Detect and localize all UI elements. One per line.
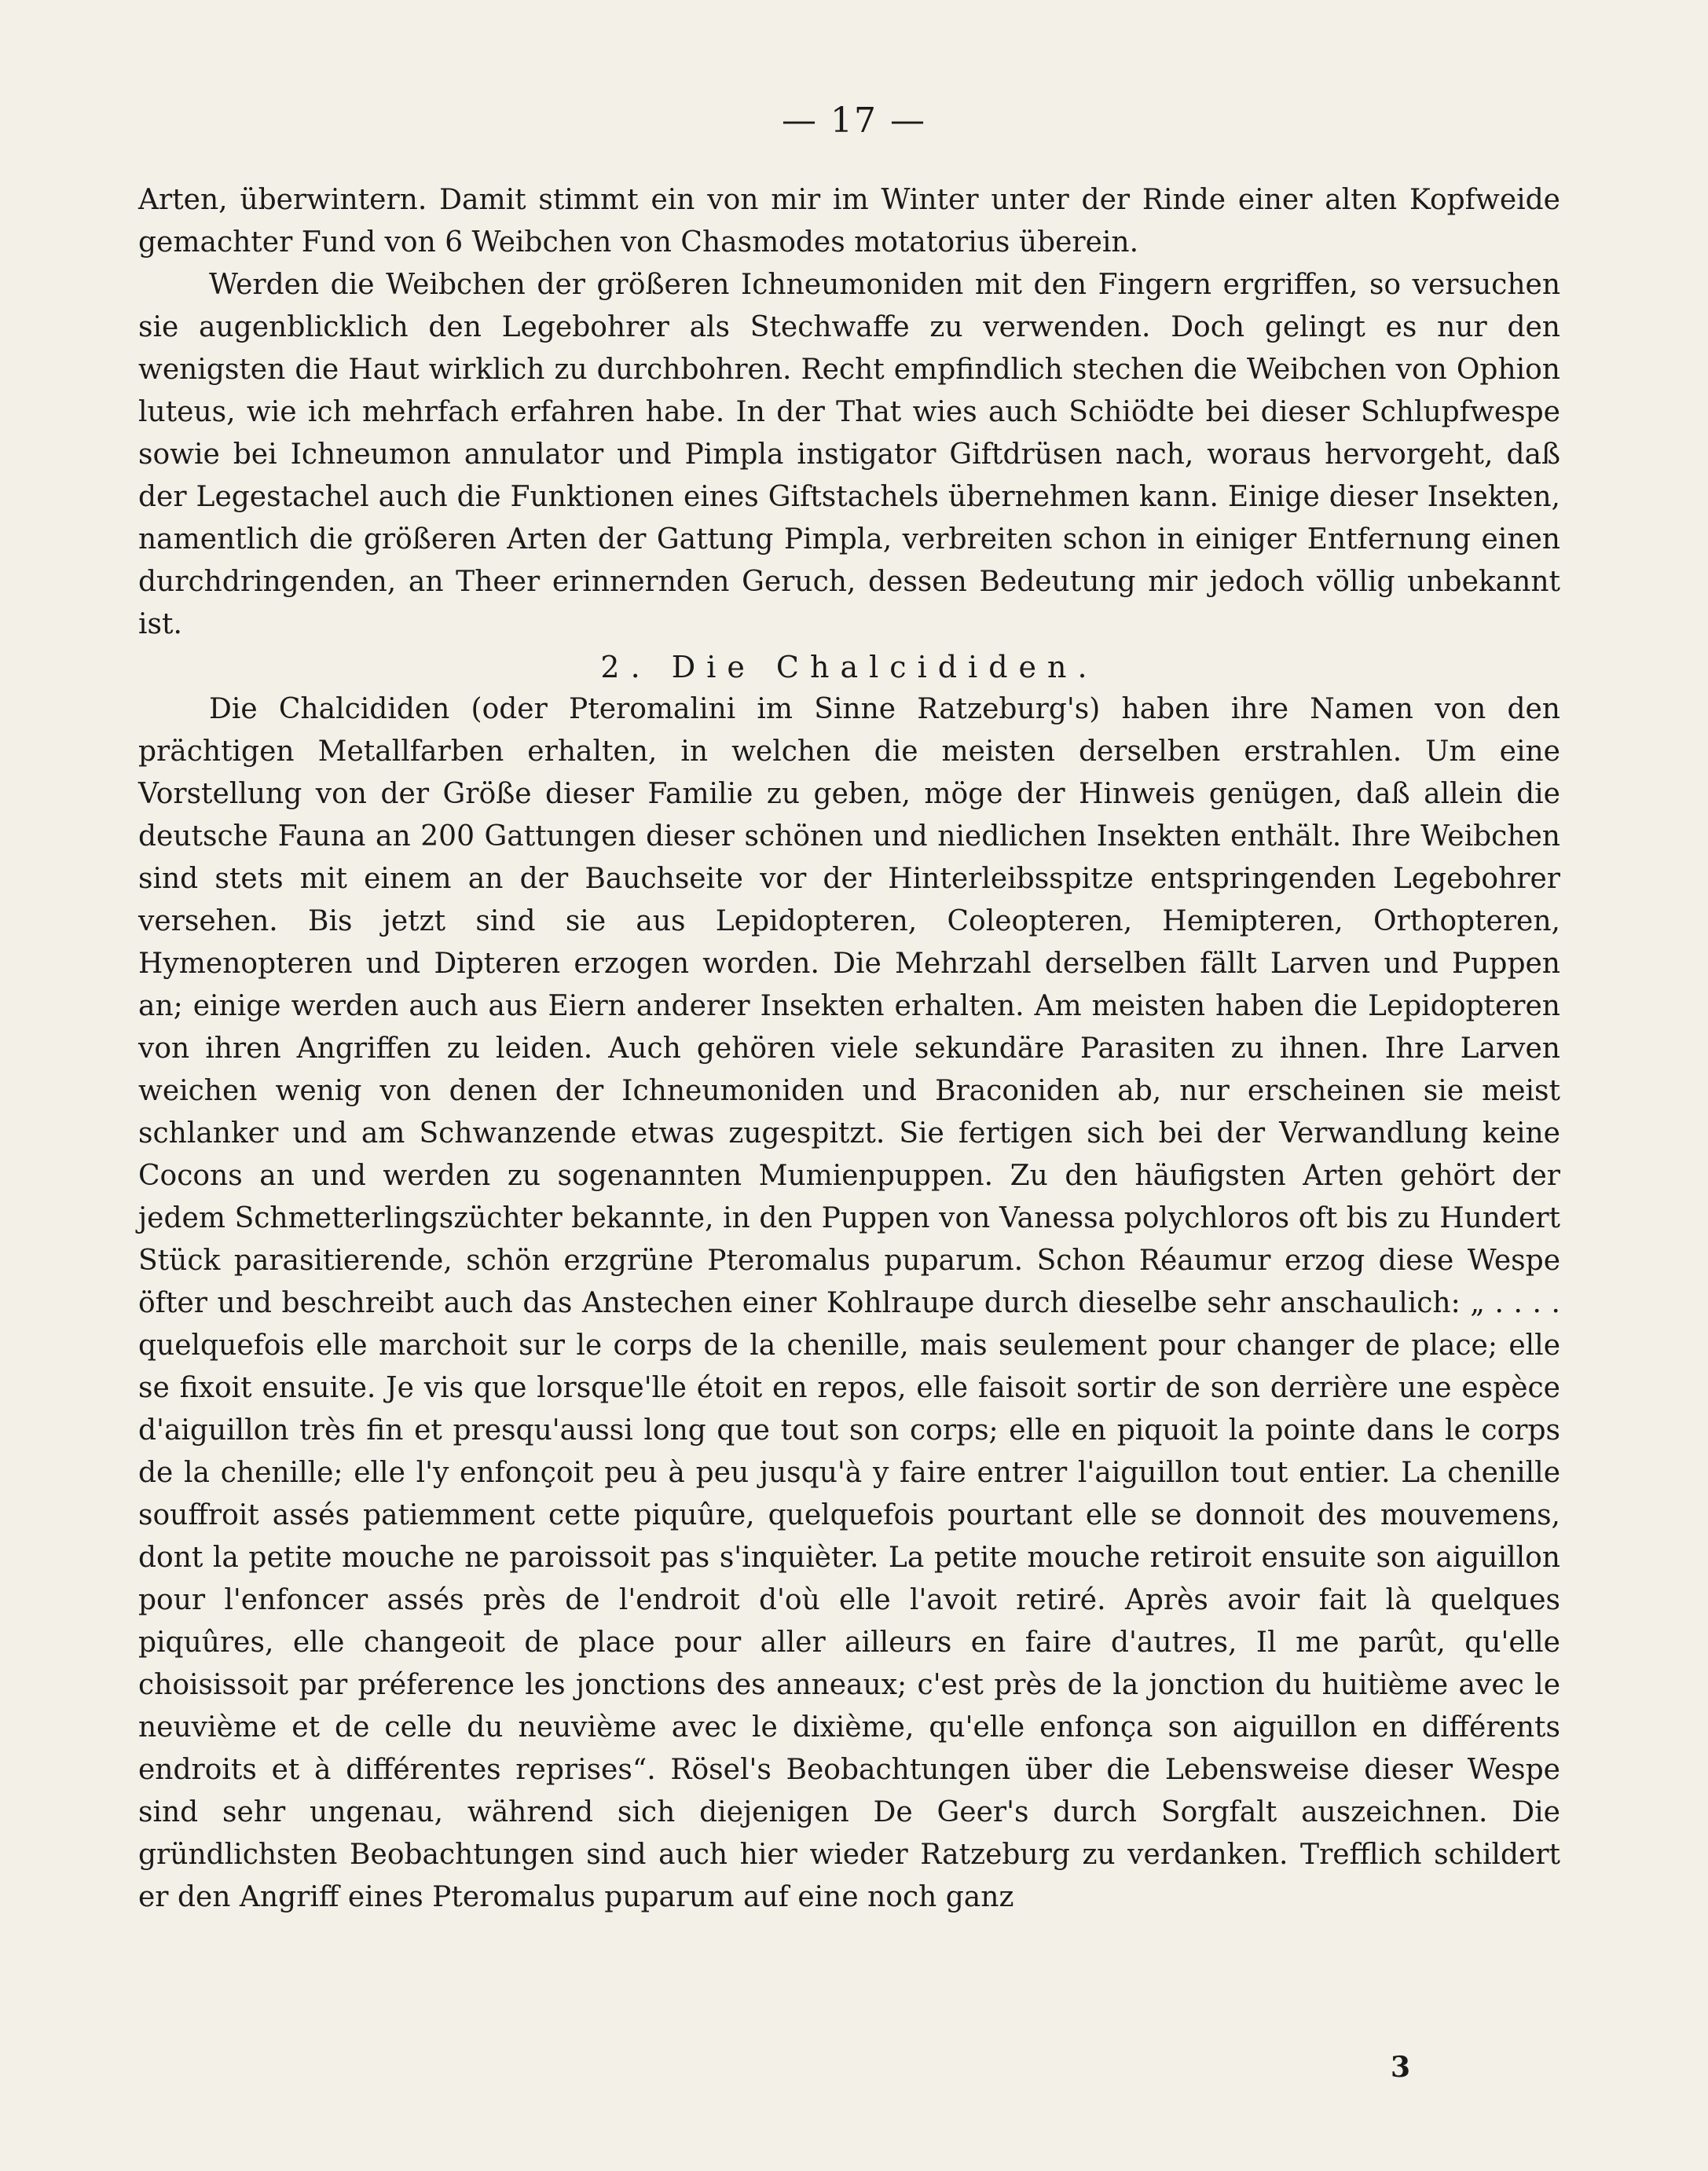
section-heading: 2. Die Chalcididen.	[600, 650, 1098, 684]
paragraph-2: Werden die Weibchen der größeren Ichneumoniden mit den Fingern ergriffen, so versuchen sie augenblicklich den Legebohrer als Stechwaffe zu verwenden. Doch gelingt es nur den wenigsten die Haut wirklich zu durchbohren. Recht empfindlich stechen die Weibchen von Ophion luteus, wie ich mehrfach erfahren habe. In der That wies auch Schiödte bei dieser Schlupfwespe sowie bei Ichneumon annulator und Pimpla instigator Giftdrüsen nach, woraus hervorgeht, daß der Legestachel auch die Funktionen eines Giftstachels übernehmen kann. Einige dieser Insekten, namentlich die größeren Arten der Gattung Pimpla, verbreiten schon in einiger Entfernung einen durchdringenden, an Theer erinnernden Geruch, dessen Bedeutung mir jedoch völlig unbekannt ist.	[138, 269, 1560, 640]
paragraph-3: Die Chalcididen (oder Pteromalini im Sinne Ratzeburg's) haben ihre Namen von den prächtigen Metallfarben erhalten, in welchen die meisten derselben erstrahlen. Um eine Vorstellung von der Größe dieser Familie zu geben, möge der Hinweis genügen, daß allein die deutsche Fauna an 200 Gattungen dieser schönen und niedlichen Insekten enthält. Ihre Weibchen sind stets mit einem an der Bauchseite vor der Hinterleibsspitze entspringenden Legebohrer versehen. Bis jetzt sind sie aus Lepidopteren, Coleopteren, Hemipteren, Orthopteren, Hymenopteren und Dipteren erzogen worden. Die Mehrzahl derselben fällt Larven und Puppen an; einige werden auch aus Eiern anderer Insekten erhalten. Am meisten haben die Lepidopteren von ihren Angriffen zu leiden. Auch gehören viele sekundäre Parasiten zu ihnen. Ihre Larven weichen wenig von denen der Ichneumoniden und Braconiden ab, nur erscheinen sie meist schlanker und am Schwanzende etwas zugespitzt. Sie fertigen sich bei der Verwandlung keine Cocons an und werden zu sogenannten Mumienpuppen. Zu den häufigsten Arten gehört der jedem Schmetterlingszüchter bekannte, in den Puppen von Vanessa polychloros oft bis zu Hundert Stück parasitierende, schön erzgrüne Pteromalus puparum. Schon Réaumur erzog diese Wespe öfter und beschreibt auch das Anstechen einer Kohlraupe durch dieselbe sehr anschaulich: „ . . . . quelquefois elle marchoit sur le corps de la chenille, mais seulement pour changer de place; elle se fixoit ensuite. Je vis que lorsque'lle étoit en repos, elle faisoit sortir de son derrière une espèce d'aiguillon très fin et presqu'aussi long que tout son corps; elle en piquoit la pointe dans le corps de la chenille; elle l'y enfonçoit peu à peu jusqu'à y faire entrer l'aiguillon tout entier. La chenille souffroit assés patiemment cette piquûre, quelquefois pourtant elle se donnoit des mouvemens, dont la petite mouche ne paroissoit pas s'inquièter. La petite mouche retiroit ensuite son aiguillon pour l'enfoncer assés près de l'endroit d'où elle l'avoit retiré. Après avoir fait là quelques piquûres, elle changeoit de place pour aller ailleurs en faire d'autres, Il me parût, qu'elle choisissoit par préference les jonctions des anneaux; c'est près de la jonction du huitième avec le neuvième et de celle du neuvième avec le dixième, qu'elle enfonça son aiguillon en différents endroits et à différentes reprises“. Rösel's Beobachtungen über die Lebensweise dieser Wespe sind sehr ungenau, während sich diejenigen De Geer's durch Sorgfalt auszeichnen. Die gründlichsten Beobachtungen sind auch hier wieder Ratzeburg zu verdanken. Trefflich schildert er den Angriff eines Pteromalus puparum auf eine noch ganz	[138, 693, 1560, 1913]
page-number: — 17 —	[782, 101, 926, 141]
body-text	[138, 179, 1560, 1919]
paragraph-1: Arten, überwintern. Damit stimmt ein von mir im Winter unter der Rinde einer alten Kopfweide gemachter Fund von 6 Weibchen von Chasmodes motatorius überein.	[138, 184, 1560, 259]
signature-mark: 3	[1391, 2051, 1411, 2084]
